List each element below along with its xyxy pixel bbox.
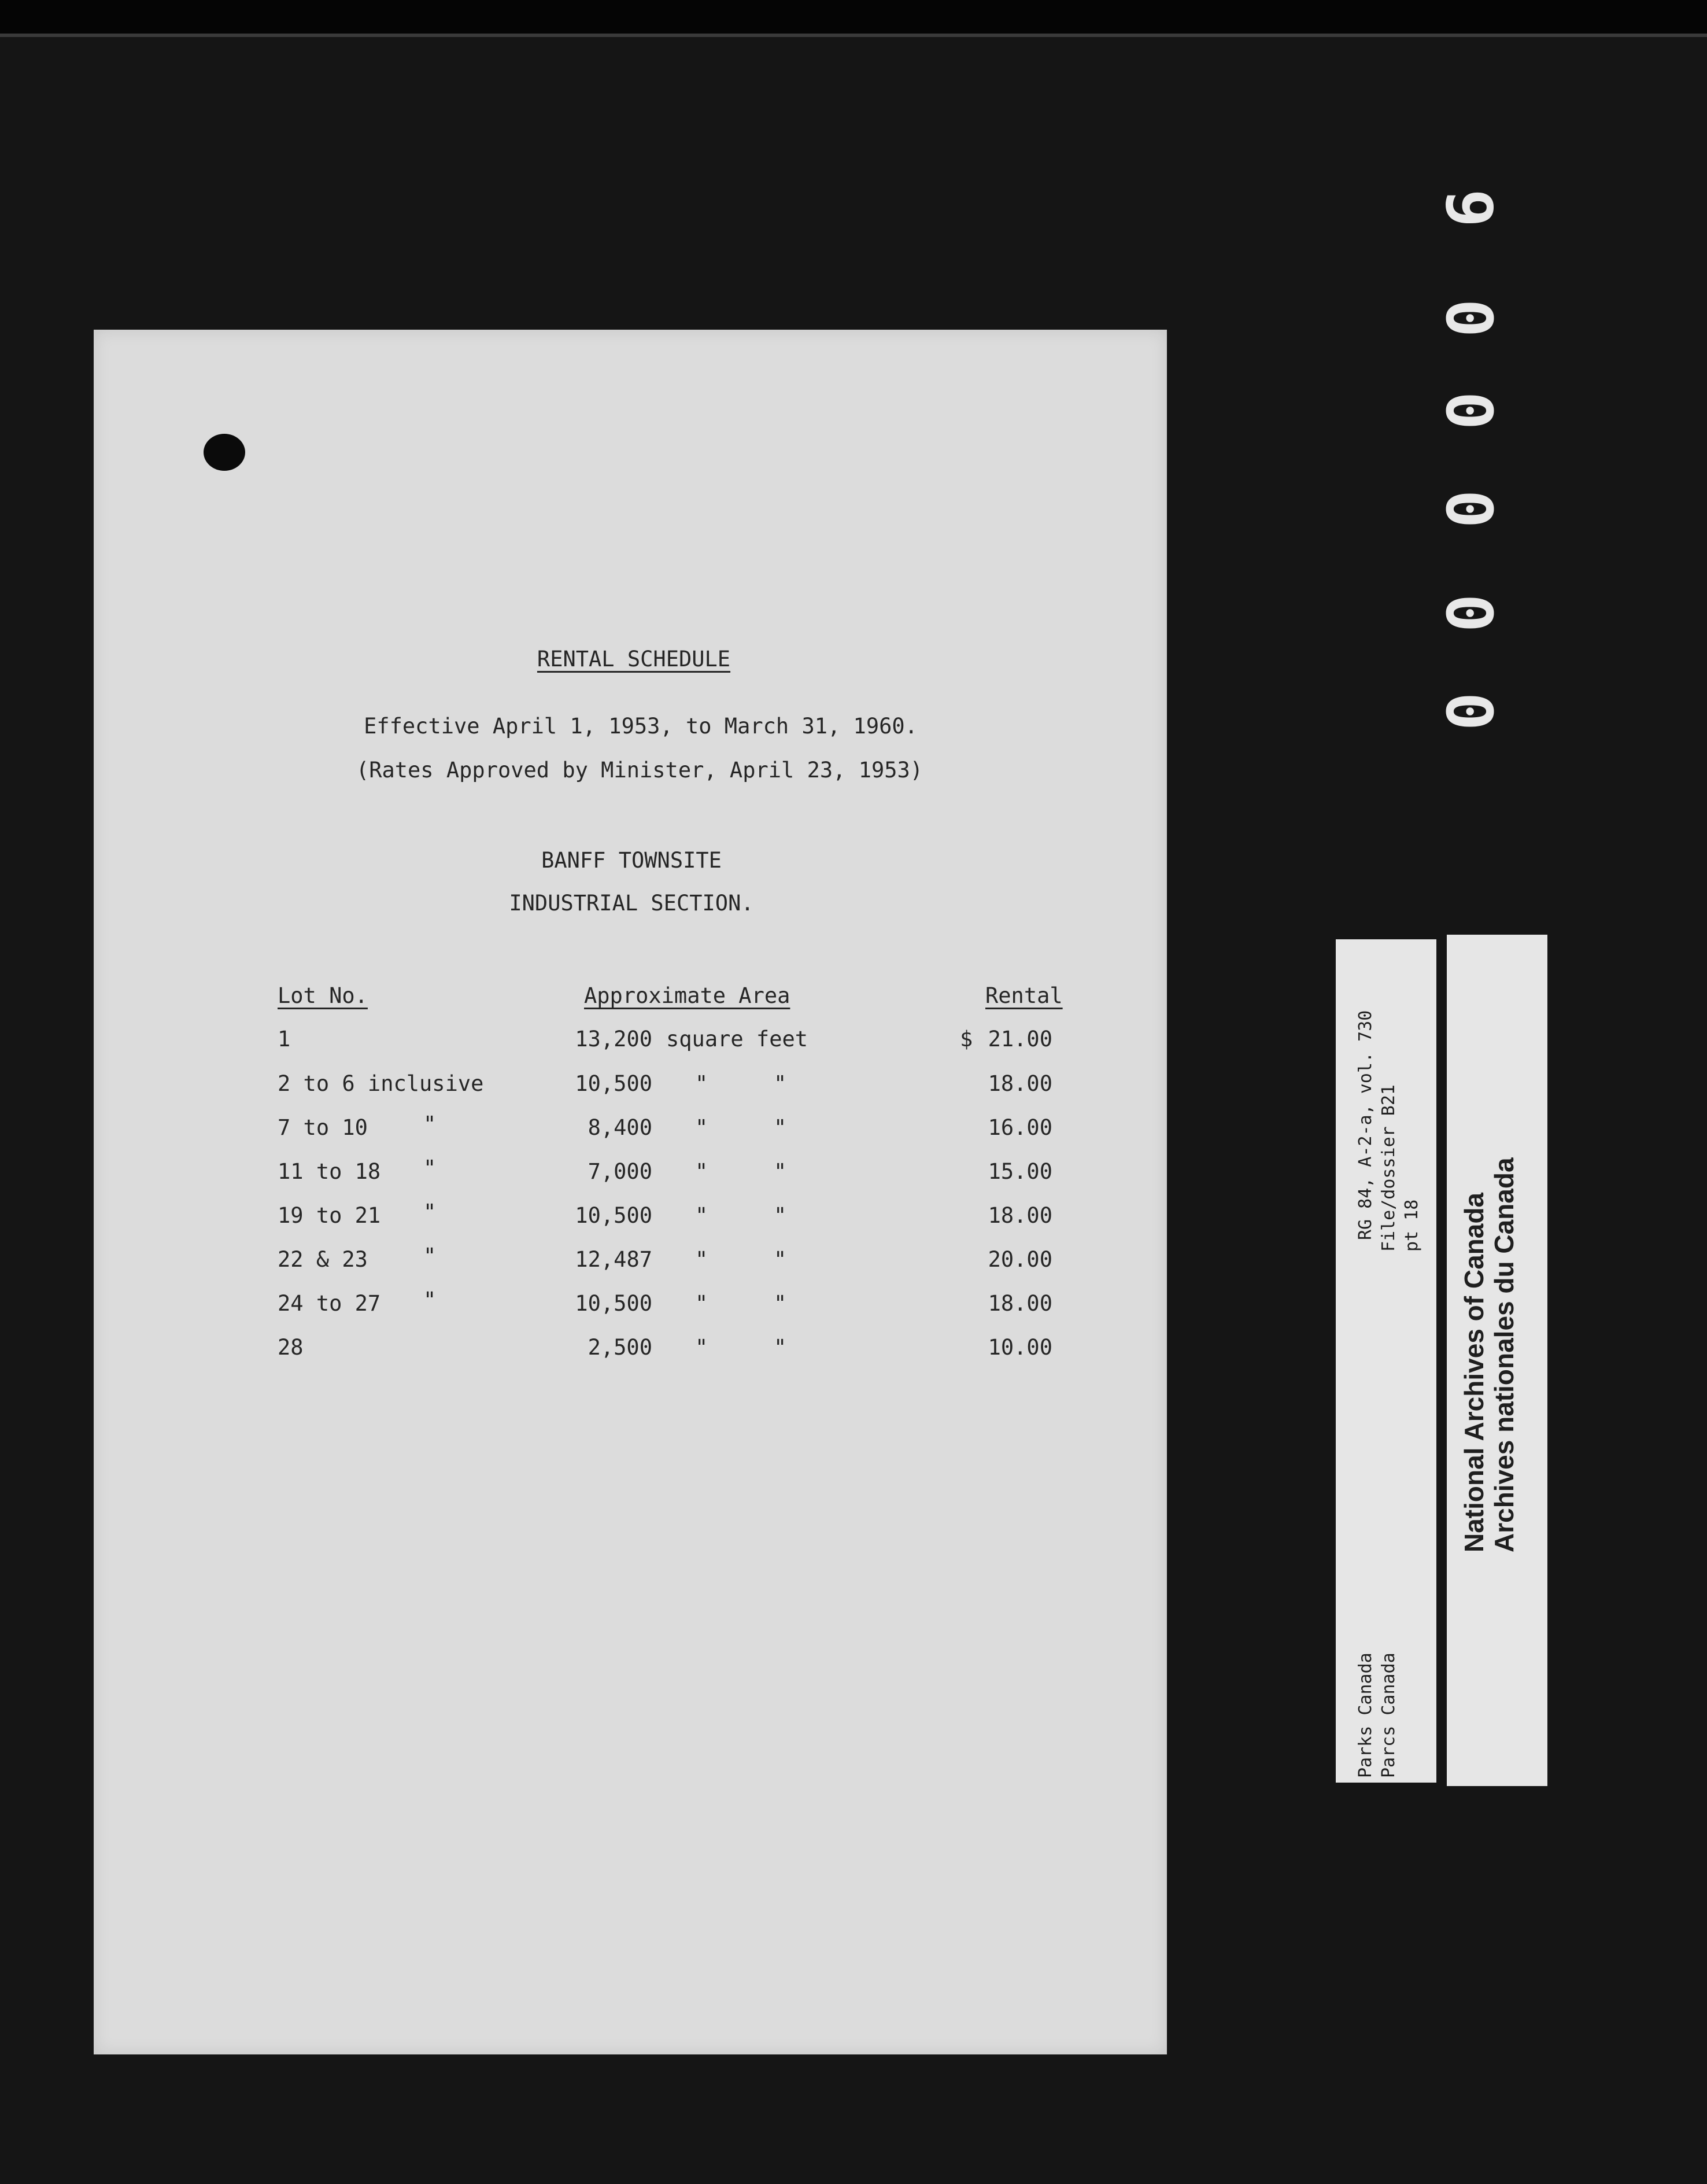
row-8-lot: 28: [278, 1335, 304, 1360]
row-6-lot: 22 & 23: [278, 1247, 368, 1272]
agency-name-en: Parks Canada: [1355, 1652, 1376, 1778]
row-2-rental: 18.00: [988, 1071, 1052, 1096]
row-4-rental: 15.00: [988, 1159, 1052, 1184]
archives-name-fr: Archives nationales du Canada: [1489, 1157, 1519, 1552]
row-7-rental: 18.00: [988, 1291, 1052, 1316]
frame-number-digit: 0: [1432, 593, 1506, 633]
row-4-ditto-1: ": [695, 1159, 708, 1184]
row-1-area: 13,200: [575, 1027, 652, 1052]
frame-number-digit: 0: [1432, 391, 1506, 430]
row-6-rental: 20.00: [988, 1247, 1052, 1272]
row-7-ditto-2: ": [774, 1291, 787, 1316]
agency-name-fr: Parcs Canada: [1379, 1652, 1399, 1778]
row-5-rental: 18.00: [988, 1203, 1052, 1228]
location-heading: BANFF TOWNSITE: [541, 848, 722, 873]
archive-reference-card: [1336, 939, 1436, 1783]
row-6-lot-ditto: ": [423, 1244, 437, 1268]
row-8-ditto-2: ": [774, 1335, 787, 1360]
punch-hole: [204, 434, 245, 471]
frame-number-digit: 9: [1432, 189, 1506, 228]
row-3-lot-ditto: ": [423, 1112, 437, 1137]
row-5-ditto-2: ": [774, 1203, 787, 1228]
row-2-lot: 2 to 6 inclusive: [278, 1071, 484, 1096]
row-5-ditto-1: ": [695, 1203, 708, 1228]
column-header-lot: Lot No.: [278, 983, 368, 1008]
row-3-area: 8,400: [588, 1115, 652, 1140]
approval-note: (Rates Approved by Minister, April 23, 1953): [356, 758, 923, 783]
row-8-rental: 10.00: [988, 1335, 1052, 1360]
row-5-area: 10,500: [575, 1203, 652, 1228]
row-1-rental: 21.00: [988, 1027, 1052, 1052]
frame-number-digit: 0: [1432, 692, 1506, 731]
film-edge-line: [0, 34, 1707, 37]
row-3-ditto-1: ": [695, 1115, 708, 1140]
row-7-lot-ditto: ": [423, 1287, 437, 1312]
row-8-ditto-1: ": [695, 1335, 708, 1360]
row-7-lot: 24 to 27: [278, 1291, 381, 1316]
row-5-lot: 19 to 21: [278, 1203, 381, 1228]
row-1-dollar-sign: $: [960, 1027, 973, 1052]
archives-name-en: National Archives of Canada: [1459, 1192, 1489, 1552]
row-4-lot-ditto: ": [423, 1156, 437, 1180]
row-3-lot: 7 to 10: [278, 1115, 368, 1140]
row-3-ditto-2: ": [774, 1115, 787, 1140]
row-4-ditto-2: ": [774, 1159, 787, 1184]
national-archives-card: [1447, 935, 1547, 1786]
reference-line-1: RG 84, A-2-a, vol. 730: [1355, 1010, 1376, 1240]
effective-dates: Effective April 1, 1953, to March 31, 1960.: [364, 714, 918, 739]
row-7-ditto-1: ": [695, 1291, 708, 1316]
row-6-ditto-1: ": [695, 1247, 708, 1272]
row-2-area: 10,500: [575, 1071, 652, 1096]
column-header-rental: Rental: [985, 983, 1063, 1008]
reference-line-2: File/dossier B21: [1379, 1084, 1399, 1252]
frame-number-digit: 0: [1432, 489, 1506, 529]
document-page: [94, 330, 1167, 2054]
row-2-ditto-1: ": [695, 1071, 708, 1096]
frame-number-digit: 0: [1432, 298, 1506, 338]
row-4-area: 7,000: [588, 1159, 652, 1184]
row-4-lot: 11 to 18: [278, 1159, 381, 1184]
document-title: RENTAL SCHEDULE: [537, 647, 731, 672]
row-1-unit: square feet: [666, 1027, 808, 1052]
section-heading: INDUSTRIAL SECTION.: [509, 891, 754, 916]
row-7-area: 10,500: [575, 1291, 652, 1316]
row-2-ditto-2: ": [774, 1071, 787, 1096]
row-1-lot: 1: [278, 1027, 291, 1052]
row-8-area: 2,500: [588, 1335, 652, 1360]
row-6-area: 12,487: [575, 1247, 652, 1272]
row-6-ditto-2: ": [774, 1247, 787, 1272]
reference-line-3: pt 18: [1402, 1199, 1422, 1252]
film-top-strip: [0, 0, 1707, 35]
row-5-lot-ditto: ": [423, 1200, 437, 1224]
row-3-rental: 16.00: [988, 1115, 1052, 1140]
column-header-area: Approximate Area: [584, 983, 790, 1008]
